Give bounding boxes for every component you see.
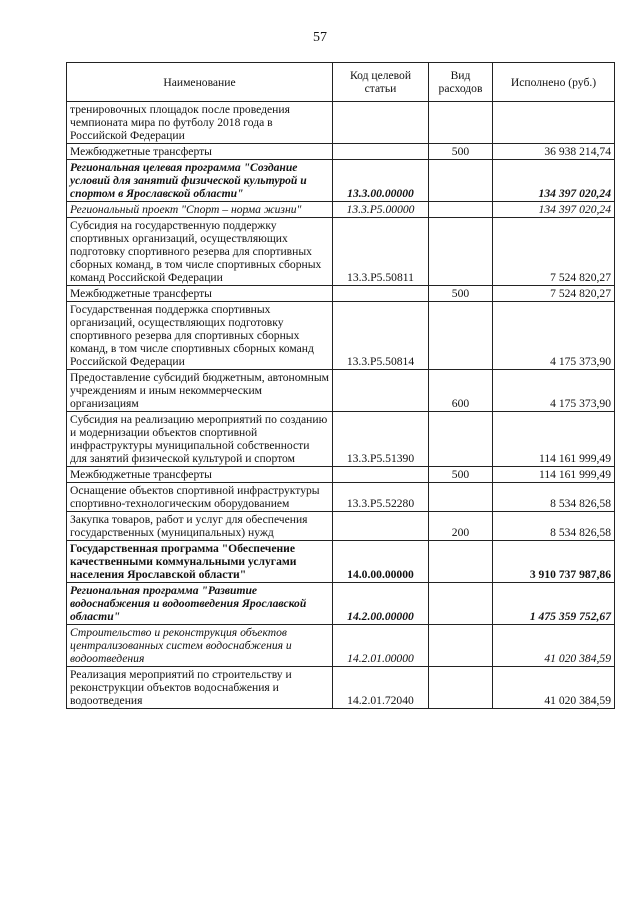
row-code [333,370,429,412]
row-code: 13.3.P5.51390 [333,412,429,467]
table-row [67,202,615,218]
row-name: тренировочных площадок после проведения чемпионата мира по футболу 2018 года в Российской Федерации [67,102,333,144]
row-type [429,412,493,467]
row-type [429,667,493,709]
row-code: 14.2.01.00000 [333,625,429,667]
row-amount [493,102,615,144]
row-type [429,218,493,286]
table-row [67,667,615,709]
table-row [67,286,615,302]
row-amount: 36 938 214,74 [493,144,615,160]
table-row [67,625,615,667]
row-name: Межбюджетные трансферты [67,467,333,483]
table-row [67,218,615,286]
row-name: Региональный проект "Спорт – норма жизни" [67,202,333,218]
row-amount: 114 161 999,49 [493,412,615,467]
row-amount: 41 020 384,59 [493,625,615,667]
row-code: 14.0.00.00000 [333,541,429,583]
row-amount: 7 524 820,27 [493,218,615,286]
row-name: Государственная поддержка спортивных организаций, осуществляющих подготовку спортивного резерва для спортивных сборных команд, в том числе спортивных сборных команд Российской Федерации [67,302,333,370]
row-name: Государственная программа "Обеспечение качественными коммунальными услугами населения Ярославской области" [67,541,333,583]
row-name: Оснащение объектов спортивной инфраструктуры спортивно-технологическим оборудованием [67,483,333,512]
row-amount: 114 161 999,49 [493,467,615,483]
row-code [333,144,429,160]
row-code [333,512,429,541]
row-amount: 8 534 826,58 [493,512,615,541]
table-row [67,160,615,202]
row-amount: 1 475 359 752,67 [493,583,615,625]
row-type [429,583,493,625]
row-code: 13.3.P5.50811 [333,218,429,286]
header-code: Код целевой статьи [333,63,429,102]
row-amount: 7 524 820,27 [493,286,615,302]
table-row [67,144,615,160]
row-type: 500 [429,467,493,483]
row-code: 13.3.P5.00000 [333,202,429,218]
row-type [429,202,493,218]
row-amount: 134 397 020,24 [493,160,615,202]
row-code: 14.2.01.72040 [333,667,429,709]
header-type: Вид расходов [429,63,493,102]
table-row [67,412,615,467]
row-code: 13.3.P5.52280 [333,483,429,512]
row-type [429,160,493,202]
row-type [429,625,493,667]
row-name: Реализация мероприятий по строительству и реконструкции объектов водоснабжения и водоотведения [67,667,333,709]
row-type [429,302,493,370]
row-amount: 4 175 373,90 [493,302,615,370]
row-amount: 4 175 373,90 [493,370,615,412]
budget-table [66,62,615,709]
row-type [429,541,493,583]
row-amount: 3 910 737 987,86 [493,541,615,583]
table-row [67,102,615,144]
row-amount: 134 397 020,24 [493,202,615,218]
row-name: Региональная целевая программа "Создание условий для занятий физической культурой и спортом в Ярославской области" [67,160,333,202]
table-row [67,370,615,412]
row-amount: 41 020 384,59 [493,667,615,709]
table-row [67,467,615,483]
table-row [67,583,615,625]
table-row [67,483,615,512]
header-amount: Исполнено (руб.) [493,63,615,102]
header-name: Наименование [67,63,333,102]
row-type: 500 [429,144,493,160]
row-code: 13.3.P5.50814 [333,302,429,370]
row-code [333,467,429,483]
row-name: Предоставление субсидий бюджетным, автономным учреждениям и иным некоммерческим организациям [67,370,333,412]
row-name: Межбюджетные трансферты [67,144,333,160]
row-name: Региональная программа "Развитие водоснабжения и водоотведения Ярославской области" [67,583,333,625]
row-name: Субсидия на государственную поддержку спортивных организаций, осуществляющих подготовку спортивного резерва для спортивных сборных команд, в том числе спортивных сборных команд Российской Федерации [67,218,333,286]
table-row [67,541,615,583]
row-code [333,102,429,144]
row-name: Межбюджетные трансферты [67,286,333,302]
row-code [333,286,429,302]
row-type [429,483,493,512]
row-type: 600 [429,370,493,412]
table-header-row [67,63,615,102]
row-type: 200 [429,512,493,541]
row-amount: 8 534 826,58 [493,483,615,512]
row-code: 14.2.00.00000 [333,583,429,625]
page-number: 57 [313,30,327,45]
table-row [67,302,615,370]
row-type [429,102,493,144]
row-name: Субсидия на реализацию мероприятий по созданию и модернизации объектов спортивной инфраструктуры муниципальной собственности для занятий физической культурой и спортом [67,412,333,467]
row-name: Строительство и реконструкция объектов централизованных систем водоснабжения и водоотведения [67,625,333,667]
table-row [67,512,615,541]
row-name: Закупка товаров, работ и услуг для обеспечения государственных (муниципальных) нужд [67,512,333,541]
row-code: 13.3.00.00000 [333,160,429,202]
row-type: 500 [429,286,493,302]
